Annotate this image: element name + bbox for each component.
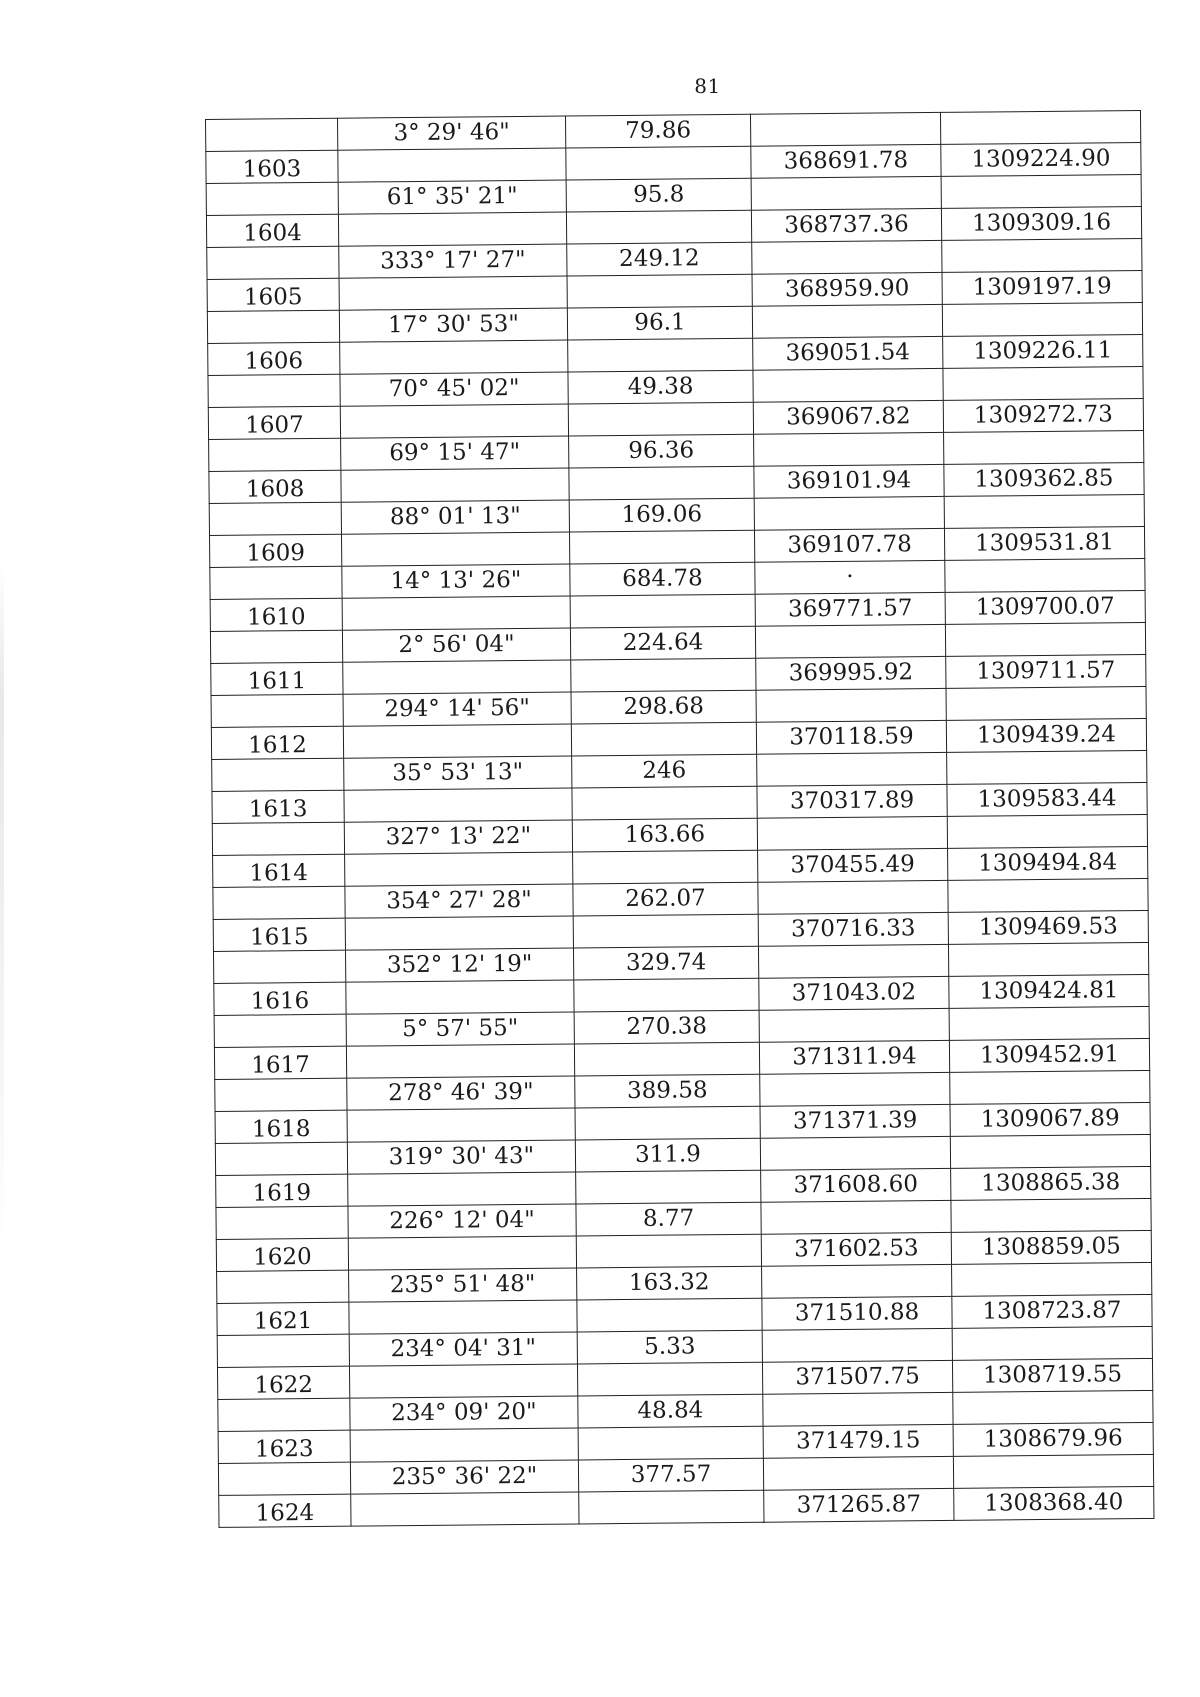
station-cell: 1612 — [211, 726, 343, 759]
distance-cell: 262.07 — [573, 882, 758, 916]
distance-cell: 8.77 — [576, 1202, 761, 1236]
station-cell — [206, 182, 338, 215]
northing-cell: 369101.94 — [754, 464, 944, 498]
distance-cell — [568, 338, 753, 372]
easting-cell — [943, 367, 1143, 401]
station-cell — [211, 694, 343, 727]
distance-cell: 246 — [572, 754, 757, 788]
distance-cell — [566, 210, 751, 244]
distance-cell — [577, 1298, 762, 1332]
station-cell — [212, 758, 344, 791]
northing-cell — [757, 752, 947, 786]
page-number: 81 — [694, 74, 721, 98]
station-cell: 1615 — [213, 918, 345, 951]
bearing-cell: 35° 53' 13" — [344, 756, 572, 790]
distance-cell — [573, 850, 758, 884]
northing-cell: 371371.39 — [760, 1104, 950, 1138]
northing-cell: 370716.33 — [758, 912, 948, 946]
bearing-cell: 5° 57' 55" — [346, 1012, 574, 1046]
station-cell — [217, 1334, 349, 1367]
bearing-cell: 294° 14' 56" — [343, 692, 571, 726]
northing-cell — [754, 496, 944, 530]
northing-cell — [752, 240, 942, 274]
bearing-cell — [339, 276, 567, 310]
station-cell — [209, 502, 341, 535]
bearing-cell — [338, 148, 566, 182]
bearing-cell: 354° 27' 28" — [345, 884, 573, 918]
distance-cell — [577, 1362, 762, 1396]
northing-cell: 368959.90 — [752, 272, 942, 306]
station-cell: 1603 — [206, 150, 338, 183]
station-cell: 1620 — [216, 1238, 348, 1271]
bearing-cell — [346, 1044, 574, 1078]
northing-cell: 370455.49 — [758, 848, 948, 882]
easting-cell — [949, 1006, 1149, 1040]
survey-coordinate-table — [205, 110, 1154, 1528]
northing-cell: 369067.82 — [753, 400, 943, 434]
station-cell — [210, 630, 342, 663]
station-cell: 1605 — [207, 278, 339, 311]
distance-cell: 95.8 — [566, 178, 751, 212]
bearing-cell — [342, 596, 570, 630]
northing-cell — [752, 304, 942, 338]
bearing-cell — [343, 724, 571, 758]
easting-cell: 1309224.90 — [941, 143, 1141, 177]
northing-cell — [763, 1392, 953, 1426]
station-cell — [218, 1398, 350, 1431]
distance-cell — [576, 1234, 761, 1268]
easting-cell: 1308679.96 — [953, 1422, 1153, 1456]
station-cell — [218, 1462, 350, 1495]
distance-cell: 311.9 — [575, 1138, 760, 1172]
distance-cell: 298.68 — [571, 690, 756, 724]
bearing-cell — [344, 788, 572, 822]
easting-cell — [950, 1070, 1150, 1104]
station-cell — [216, 1206, 348, 1239]
northing-cell: 370317.89 — [757, 784, 947, 818]
bearing-cell — [347, 1108, 575, 1142]
northing-cell — [762, 1328, 952, 1362]
easting-cell — [944, 431, 1144, 465]
distance-cell — [574, 978, 759, 1012]
distance-cell: 389.58 — [575, 1074, 760, 1108]
distance-cell: 684.78 — [570, 562, 755, 596]
easting-cell — [951, 1198, 1151, 1232]
northing-cell — [751, 176, 941, 210]
distance-cell: 169.06 — [569, 498, 754, 532]
northing-cell: 371311.94 — [759, 1040, 949, 1074]
station-cell — [212, 822, 344, 855]
distance-cell — [571, 722, 756, 756]
easting-cell: 1309711.57 — [946, 654, 1146, 688]
station-cell: 1624 — [219, 1494, 351, 1527]
northing-cell: 371608.60 — [761, 1168, 951, 1202]
easting-cell: 1309469.53 — [948, 910, 1148, 944]
bearing-cell — [350, 1428, 578, 1462]
bearing-cell: 333° 17' 27" — [339, 244, 567, 278]
station-cell — [215, 1142, 347, 1175]
northing-cell — [753, 368, 943, 402]
bearing-cell — [345, 916, 573, 950]
station-cell — [206, 118, 338, 151]
bearing-cell: 226° 12' 04" — [348, 1204, 576, 1238]
easting-cell: 1308723.87 — [952, 1294, 1152, 1328]
northing-cell: 370118.59 — [756, 720, 946, 754]
station-cell: 1617 — [214, 1046, 346, 1079]
northing-cell: 371265.87 — [764, 1488, 954, 1522]
bearing-cell — [340, 404, 568, 438]
station-cell: 1608 — [209, 470, 341, 503]
distance-cell — [567, 274, 752, 308]
bearing-cell: 352° 12' 19" — [345, 948, 573, 982]
easting-cell — [952, 1326, 1152, 1360]
distance-cell — [576, 1170, 761, 1204]
easting-cell: 1308859.05 — [951, 1230, 1151, 1264]
bearing-cell — [340, 340, 568, 374]
northing-cell: 371602.53 — [761, 1232, 951, 1266]
station-cell — [213, 886, 345, 919]
easting-cell: 1308865.38 — [951, 1166, 1151, 1200]
easting-cell: 1309494.84 — [948, 846, 1148, 880]
northing-cell: · — [755, 560, 945, 594]
station-cell: 1606 — [208, 342, 340, 375]
distance-cell — [574, 1042, 759, 1076]
bearing-cell — [343, 660, 571, 694]
distance-cell: 96.1 — [567, 306, 752, 340]
easting-cell: 1308368.40 — [954, 1486, 1154, 1520]
station-cell — [207, 246, 339, 279]
station-cell: 1621 — [217, 1302, 349, 1335]
bearing-cell: 319° 30' 43" — [347, 1140, 575, 1174]
easting-cell — [953, 1390, 1153, 1424]
northing-cell — [763, 1456, 953, 1490]
northing-cell — [758, 880, 948, 914]
scan-edge-shadow — [0, 560, 4, 1260]
easting-cell: 1309067.89 — [950, 1102, 1150, 1136]
easting-cell: 1309424.81 — [949, 974, 1149, 1008]
distance-cell — [566, 146, 751, 180]
easting-cell: 1309309.16 — [941, 207, 1141, 241]
northing-cell — [757, 816, 947, 850]
distance-cell — [570, 594, 755, 628]
bearing-cell: 3° 29' 46" — [337, 116, 565, 150]
distance-cell — [569, 530, 754, 564]
station-cell: 1609 — [209, 534, 341, 567]
bearing-cell — [349, 1300, 577, 1334]
bearing-cell: 17° 30' 53" — [339, 308, 567, 342]
bearing-cell: 14° 13' 26" — [342, 564, 570, 598]
station-cell — [217, 1270, 349, 1303]
station-cell: 1611 — [211, 662, 343, 695]
northing-cell — [762, 1264, 952, 1298]
northing-cell: 369051.54 — [753, 336, 943, 370]
northing-cell — [760, 1072, 950, 1106]
station-cell — [215, 1078, 347, 1111]
bearing-cell: 88° 01' 13" — [341, 500, 569, 534]
distance-cell: 249.12 — [567, 242, 752, 276]
station-cell — [209, 438, 341, 471]
station-cell: 1616 — [214, 982, 346, 1015]
bearing-cell: 61° 35' 21" — [338, 180, 566, 214]
distance-cell — [568, 402, 753, 436]
easting-cell: 1309700.07 — [945, 590, 1145, 624]
bearing-cell — [351, 1492, 579, 1526]
station-cell — [210, 566, 342, 599]
bearing-cell: 234° 09' 20" — [350, 1396, 578, 1430]
station-cell: 1623 — [218, 1430, 350, 1463]
easting-cell: 1309272.73 — [943, 399, 1143, 433]
northing-cell — [758, 944, 948, 978]
northing-cell: 368691.78 — [751, 144, 941, 178]
northing-cell — [759, 1008, 949, 1042]
distance-cell — [573, 914, 758, 948]
northing-cell: 371507.75 — [762, 1360, 952, 1394]
bearing-cell: 234° 04' 31" — [349, 1332, 577, 1366]
northing-cell — [760, 1136, 950, 1170]
northing-cell: 369995.92 — [756, 656, 946, 690]
easting-cell — [944, 495, 1144, 529]
easting-cell — [948, 942, 1148, 976]
northing-cell: 368737.36 — [751, 208, 941, 242]
distance-cell — [569, 466, 754, 500]
easting-cell — [947, 750, 1147, 784]
survey-table-wrapper — [205, 110, 1153, 1528]
easting-cell — [948, 878, 1148, 912]
distance-cell: 79.86 — [565, 114, 750, 148]
northing-cell — [750, 112, 940, 146]
station-cell: 1614 — [213, 854, 345, 887]
station-cell: 1622 — [217, 1366, 349, 1399]
bearing-cell: 2° 56' 04" — [342, 628, 570, 662]
easting-cell — [945, 558, 1145, 592]
northing-cell: 371479.15 — [763, 1424, 953, 1458]
station-cell: 1604 — [206, 214, 338, 247]
bearing-cell — [348, 1172, 576, 1206]
distance-cell: 163.66 — [572, 818, 757, 852]
easting-cell: 1309452.91 — [949, 1038, 1149, 1072]
northing-cell: 369771.57 — [755, 592, 945, 626]
distance-cell: 48.84 — [578, 1394, 763, 1428]
distance-cell: 224.64 — [570, 626, 755, 660]
distance-cell: 270.38 — [574, 1010, 759, 1044]
bearing-cell: 235° 36' 22" — [350, 1460, 578, 1494]
station-cell: 1618 — [215, 1110, 347, 1143]
distance-cell — [579, 1490, 764, 1524]
station-cell: 1619 — [216, 1174, 348, 1207]
bearing-cell — [348, 1236, 576, 1270]
bearing-cell — [338, 212, 566, 246]
bearing-cell: 235° 51' 48" — [349, 1268, 577, 1302]
easting-cell — [941, 175, 1141, 209]
northing-cell — [761, 1200, 951, 1234]
easting-cell — [942, 239, 1142, 273]
easting-cell: 1309439.24 — [946, 718, 1146, 752]
distance-cell: 329.74 — [573, 946, 758, 980]
easting-cell — [946, 686, 1146, 720]
easting-cell — [953, 1454, 1153, 1488]
bearing-cell: 70° 45' 02" — [340, 372, 568, 406]
easting-cell: 1308719.55 — [952, 1358, 1152, 1392]
bearing-cell: 69° 15' 47" — [341, 436, 569, 470]
bearing-cell — [341, 532, 569, 566]
distance-cell — [578, 1426, 763, 1460]
northing-cell: 369107.78 — [754, 528, 944, 562]
easting-cell — [945, 622, 1145, 656]
distance-cell — [572, 786, 757, 820]
survey-table-body — [206, 111, 1154, 1528]
station-cell — [207, 310, 339, 343]
bearing-cell — [346, 980, 574, 1014]
station-cell — [213, 950, 345, 983]
bearing-cell — [349, 1364, 577, 1398]
distance-cell — [571, 658, 756, 692]
easting-cell — [950, 1134, 1150, 1168]
bearing-cell: 327° 13' 22" — [344, 820, 572, 854]
station-cell: 1607 — [208, 406, 340, 439]
station-cell — [208, 374, 340, 407]
distance-cell: 49.38 — [568, 370, 753, 404]
easting-cell: 1309197.19 — [942, 271, 1142, 305]
bearing-cell: 278° 46' 39" — [347, 1076, 575, 1110]
bearing-cell — [341, 468, 569, 502]
distance-cell: 5.33 — [577, 1330, 762, 1364]
easting-cell: 1309362.85 — [944, 463, 1144, 497]
distance-cell: 96.36 — [569, 434, 754, 468]
easting-cell: 1309583.44 — [947, 782, 1147, 816]
northing-cell: 371510.88 — [762, 1296, 952, 1330]
easting-cell — [947, 814, 1147, 848]
station-cell: 1613 — [212, 790, 344, 823]
northing-cell — [756, 688, 946, 722]
easting-cell — [952, 1262, 1152, 1296]
northing-cell: 371043.02 — [759, 976, 949, 1010]
station-cell: 1610 — [210, 598, 342, 631]
bearing-cell — [345, 852, 573, 886]
northing-cell — [754, 432, 944, 466]
easting-cell: 1309226.11 — [943, 335, 1143, 369]
station-cell — [214, 1014, 346, 1047]
easting-cell — [940, 111, 1140, 145]
distance-cell: 163.32 — [577, 1266, 762, 1300]
northing-cell — [755, 624, 945, 658]
easting-cell: 1309531.81 — [944, 527, 1144, 561]
distance-cell: 377.57 — [578, 1458, 763, 1492]
easting-cell — [942, 303, 1142, 337]
distance-cell — [575, 1106, 760, 1140]
